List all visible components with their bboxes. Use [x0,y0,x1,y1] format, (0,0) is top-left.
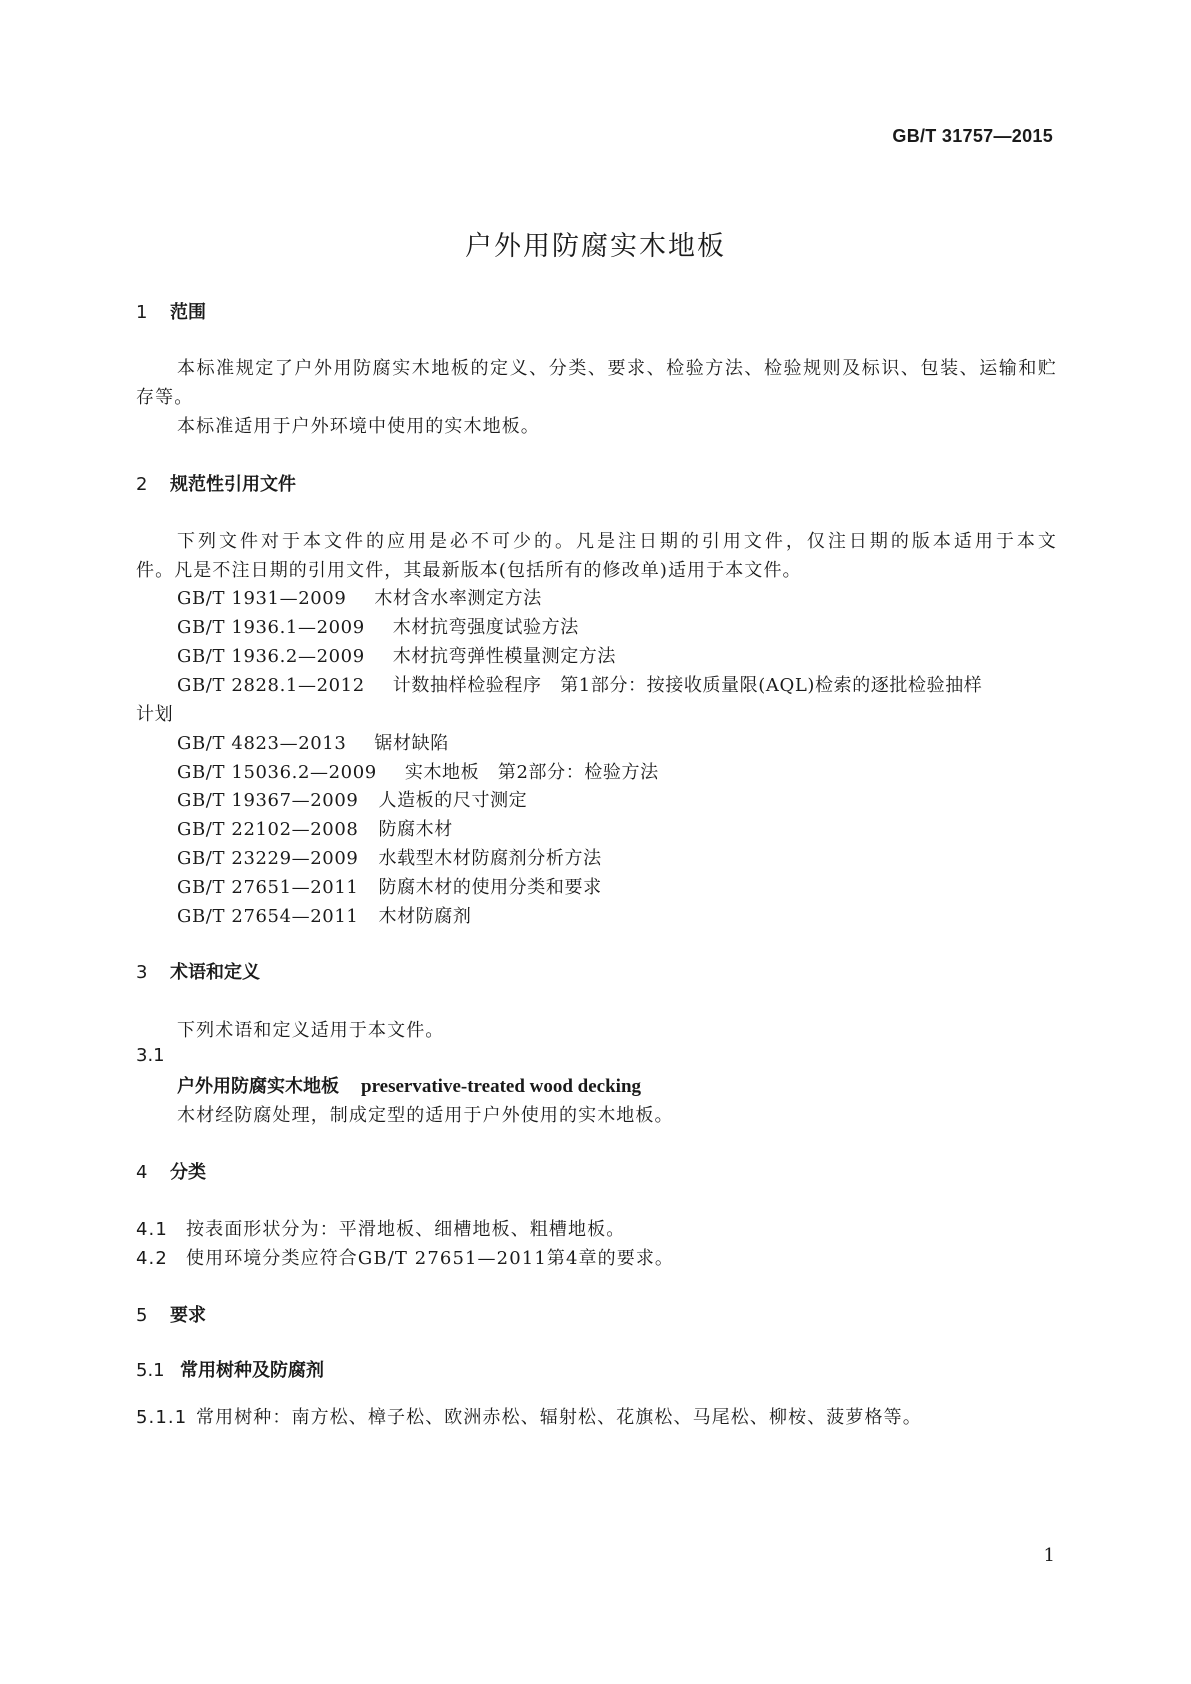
reference-title: 人造板的尺寸测定 [378,790,528,811]
section-number: 1 [136,302,148,323]
section-title: 术语和定义 [170,962,260,983]
section-title: 范围 [170,302,206,323]
clause-5-1-1 [136,1403,922,1429]
clause-number: 4.2 [136,1248,168,1269]
reference-item [177,642,616,668]
reference-code: GB/T 19367—2009 [177,790,359,811]
refs-intro-line-2: 件。凡是不注日期的引用文件，其最新版本(包括所有的修改单)适用于本文件。 [136,560,802,581]
section-number: 5 [136,1305,148,1326]
section-title: 规范性引用文件 [170,474,296,495]
reference-item [177,902,471,928]
reference-title: 木材防腐剂 [378,906,472,927]
clause-number: 5.1.1 [136,1407,188,1428]
reference-title: 实木地板 第2部分：检验方法 [404,762,659,783]
reference-code: GB/T 1931—2009 [177,588,347,609]
term-english: preservative-treated wood decking [361,1076,642,1097]
reference-item [177,671,1057,697]
section-4-heading [136,1158,206,1184]
reference-title: 水载型木材防腐剂分析方法 [378,848,602,869]
reference-item [177,584,542,610]
reference-item [177,873,602,899]
reference-code: GB/T 27654—2011 [177,906,359,927]
refs-intro-line-1: 下列文件对于本文件的应用是必不可少的。凡是注日期的引用文件，仅注日期的版本适用于本文 [177,531,1057,552]
term-definition: 木材经防腐处理，制成定型的适用于户外使用的实木地板。 [177,1105,674,1126]
reference-title: 木材含水率测定方法 [374,588,542,609]
reference-code: GB/T 4823—2013 [177,733,347,754]
reference-title-continuation: 计划 [136,704,174,725]
section-5-heading [136,1301,206,1327]
section-title: 分类 [170,1162,206,1183]
reference-code: GB/T 27651—2011 [177,877,359,898]
section-title: 要求 [170,1305,206,1326]
document-title: 户外用防腐实木地板 [465,231,726,262]
terms-intro: 下列术语和定义适用于本文件。 [177,1020,445,1041]
reference-title: 锯材缺陷 [374,733,449,754]
reference-item [177,613,579,639]
section-number: 2 [136,474,148,495]
reference-code: GB/T 22102—2008 [177,819,359,840]
standard-number: GB/T 31757—2015 [892,126,1053,146]
reference-code: GB/T 15036.2—2009 [177,762,377,783]
scope-paragraph-line-1: 本标准规定了户外用防腐实木地板的定义、分类、要求、检验方法、检验规则及标识、包装、运输和贮 [177,358,1057,379]
reference-item [177,729,449,755]
subsection-title: 常用树种及防腐剂 [180,1360,324,1381]
scope-paragraph-line-2: 存等。 [136,387,194,408]
term-number: 3.1 [136,1045,165,1066]
reference-code: GB/T 23229—2009 [177,848,359,869]
subsection-5-1-heading [136,1356,324,1382]
reference-title: 防腐木材 [378,819,453,840]
clause-text: 常用树种：南方松、樟子松、欧洲赤松、辐射松、花旗松、马尾松、柳桉、菠萝格等。 [196,1407,922,1428]
classification-item [136,1215,625,1241]
page-number: 1 [1043,1545,1055,1566]
section-number: 3 [136,962,148,983]
reference-code: GB/T 2828.1—2012 [177,675,365,696]
reference-title: 木材抗弯弹性模量测定方法 [392,646,616,667]
clause-text: 按表面形状分为：平滑地板、细槽地板、粗槽地板。 [186,1219,626,1240]
section-1-heading [136,298,206,324]
term-chinese: 户外用防腐实木地板 [177,1076,339,1097]
reference-code: GB/T 1936.2—2009 [177,646,365,667]
reference-title: 防腐木材的使用分类和要求 [378,877,602,898]
clause-text: 使用环境分类应符合GB/T 27651—2011第4章的要求。 [186,1248,675,1269]
reference-title: 木材抗弯强度试验方法 [392,617,579,638]
scope-applicability: 本标准适用于户外环境中使用的实木地板。 [177,416,540,437]
reference-item [177,786,527,812]
reference-code: GB/T 1936.1—2009 [177,617,365,638]
term-entry [177,1072,641,1098]
reference-title: 计数抽样检验程序 第1部分：按接收质量限(AQL)检索的逐批检验抽样 [392,675,983,696]
reference-item [177,758,659,784]
clause-number: 4.1 [136,1219,168,1240]
classification-item [136,1244,674,1270]
section-number: 4 [136,1162,148,1183]
section-3-heading [136,958,260,984]
reference-item [177,844,602,870]
subsection-number: 5.1 [136,1360,165,1381]
section-2-heading [136,470,296,496]
reference-item [177,815,453,841]
